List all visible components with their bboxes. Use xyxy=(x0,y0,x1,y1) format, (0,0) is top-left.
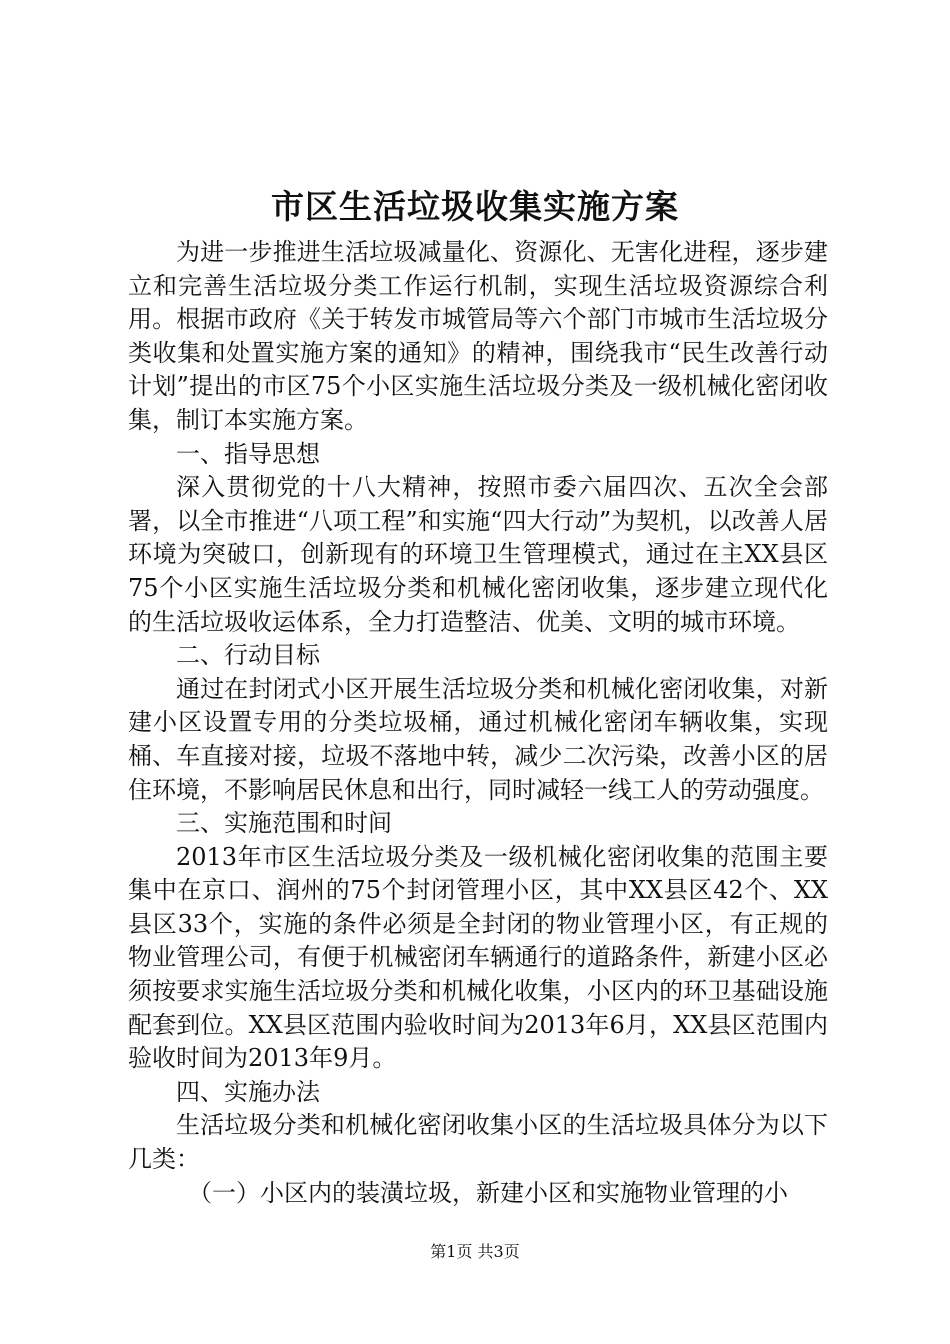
section-paragraph-implementation-methods: 生活垃圾分类和机械化密闭收集小区的生活垃圾具体分为以下几类： xyxy=(128,1111,828,1174)
page-footer: 第1页 共3页 xyxy=(430,1242,520,1261)
sub-item-one: （一）小区内的装潢垃圾，新建小区和实施物业管理的小 xyxy=(188,1178,788,1207)
document-body xyxy=(128,236,828,1210)
section-heading-implementation-methods: 四、实施办法 xyxy=(176,1077,320,1106)
section-paragraph-action-goals: 通过在封闭式小区开展生活垃圾分类和机械化密闭收集，对新建小区设置专用的分类垃圾桶，通过机械化密闭车辆收集，实现桶、车直接对接，垃圾不落地中转，减少二次污染，改善小区的居住环境，不影响居民休息和出行，同时减轻一线工人的劳动强度。 xyxy=(128,674,828,804)
intro-paragraph: 为进一步推进生活垃圾减量化、资源化、无害化进程，逐步建立和完善生活垃圾分类工作运行机制，实现生活垃圾资源综合利用。根据市政府《关于转发市城管局等六个部门市城市生活垃圾分类收集和处置实施方案的通知》的精神，围绕我市“民生改善行动计划”提出的市区75个小区实施生活垃圾分类及一级机械化密闭收集，制订本实施方案。 xyxy=(128,238,828,434)
section-heading-scope-and-timing: 三、实施范围和时间 xyxy=(176,809,392,838)
section-heading-action-goals: 二、行动目标 xyxy=(176,641,320,670)
section-paragraph-guiding-ideology: 深入贯彻党的十八大精神，按照市委六届四次、五次全会部署，以全市推进“八项工程”和实施“四大行动”为契机，以改善人居环境为突破口，创新现有的环境卫生管理模式，通过在主XX县区75个小区实施生活垃圾分类和机械化密闭收集，逐步建立现代化的生活垃圾收运体系，全力打造整洁、优美、文明的城市环境。 xyxy=(128,473,828,636)
section-heading-guiding-ideology: 一、指导思想 xyxy=(176,439,320,468)
section-paragraph-scope-and-timing: 2013年市区生活垃圾分类及一级机械化密闭收集的范围主要集中在京口、润州的75个封闭管理小区，其中XX县区42个、XX县区33个，实施的条件必须是全封闭的物业管理小区，有正规的物业管理公司，有便于机械密闭车辆通行的道路条件，新建小区必须按要求实施生活垃圾分类和机械化收集，小区内的环卫基础设施配套到位。XX县区范围内验收时间为2013年6月，XX县区范围内验收时间为2013年9月。 xyxy=(128,842,828,1073)
document-title: 市区生活垃圾收集实施方案 xyxy=(271,187,679,226)
